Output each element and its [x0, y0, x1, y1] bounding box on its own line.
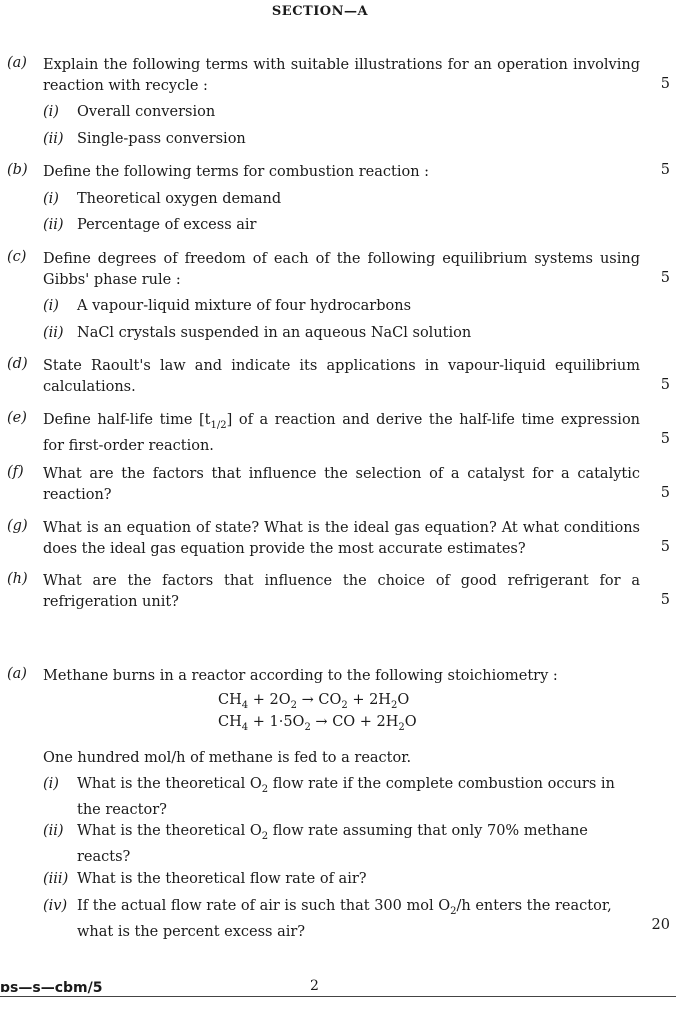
question2-sub-iv: (iv) If the actual flow rate of air is such that 300 mol $O_2/h$ enters the reactor, what is the percent excess air?	[43, 898, 612, 941]
question-a-sub-i: (i) Overall conversion	[43, 104, 216, 120]
equation-1: $CH_4 + 2O_2 \to CO_2 + 2H_2O$	[218, 692, 410, 711]
question-g-marks: 5	[660, 539, 670, 555]
question-b-sub-i: (i) Theoretical oxygen demand	[43, 191, 282, 207]
equation-2: $CH_4 + 1\cdot 5O_2$ → CO + $2H_2O$	[218, 714, 417, 733]
question-d-label: (d)	[7, 356, 28, 372]
question-b-marks: 5	[660, 162, 670, 178]
question2-sub-ii: (ii) What is the theoretical $O_2$ flow rate assuming that only 70% methane reacts?	[43, 823, 588, 866]
question-g-label: (g)	[7, 518, 28, 534]
question-c-label: (c)	[7, 249, 27, 265]
question-d-marks: 5	[660, 377, 670, 393]
question-d-text: State Raoult's law and indicate its applications in vapour-liquid equilibrium calculations.	[43, 358, 640, 395]
question-c-text: Define degrees of freedom of each of the following equilibrium systems using Gibbs' phase rule :	[43, 251, 640, 288]
question-e-label: (e)	[7, 410, 27, 426]
section-title: SECTION—A	[271, 4, 369, 19]
question-f-label: (f)	[7, 464, 24, 480]
question-a-marks: 5	[660, 76, 670, 92]
question2-a-label: (a)	[7, 666, 27, 682]
question-c-marks: 5	[660, 270, 670, 286]
question-b-sub-ii: (ii) Percentage of excess air	[43, 217, 257, 233]
question2-feed: One hundred mol/h of methane is fed to a reactor.	[43, 750, 412, 766]
footer-rule	[0, 996, 676, 997]
question-h-marks: 5	[660, 592, 670, 608]
page-number: 2	[310, 978, 319, 994]
question-f-marks: 5	[660, 485, 670, 501]
question-g-text: What is an equation of state? What is the ideal gas equation? At what conditions does the ideal gas equation provide the most accurate estimates?	[43, 520, 640, 557]
question-a-label: (a)	[7, 55, 27, 71]
question-b-text: Define the following terms for combustion reaction :	[43, 164, 430, 180]
question-a-text: Explain the following terms with suitable illustrations for an operation involving reaction with recycle :	[43, 57, 640, 94]
question-b-label: (b)	[7, 162, 28, 178]
question2-sub-i: (i) What is the theoretical $O_2$ flow rate if the complete combustion occurs in the reactor?	[43, 776, 615, 819]
question-h-text: What are the factors that influence the choice of good refrigerant for a refrigeration unit?	[43, 573, 640, 610]
question-c-sub-i: (i) A vapour-liquid mixture of four hydrocarbons	[43, 298, 412, 314]
question-e-text: Define half-life time $[t_{1/2}]$ of a reaction and derive the half-life time expression for first-order reaction.	[43, 412, 641, 455]
question-e-marks: 5	[660, 431, 670, 447]
question-h-label: (h)	[7, 571, 28, 587]
question-f-text: What are the factors that influence the selection of a catalyst for a catalytic reaction?	[43, 466, 640, 503]
question-a-sub-ii: (ii) Single-pass conversion	[43, 131, 246, 147]
question-c-sub-ii: (ii) NaCl crystals suspended in an aqueous NaCl solution	[43, 325, 472, 341]
question2-sub-iii: (iii) What is the theoretical flow rate of air?	[43, 871, 367, 887]
question2-marks: 20	[651, 917, 670, 933]
question2-a-intro: Methane burns in a reactor according to the following stoichiometry :	[43, 668, 558, 684]
paper-code: ɒs—s—cbm/5	[0, 980, 103, 996]
